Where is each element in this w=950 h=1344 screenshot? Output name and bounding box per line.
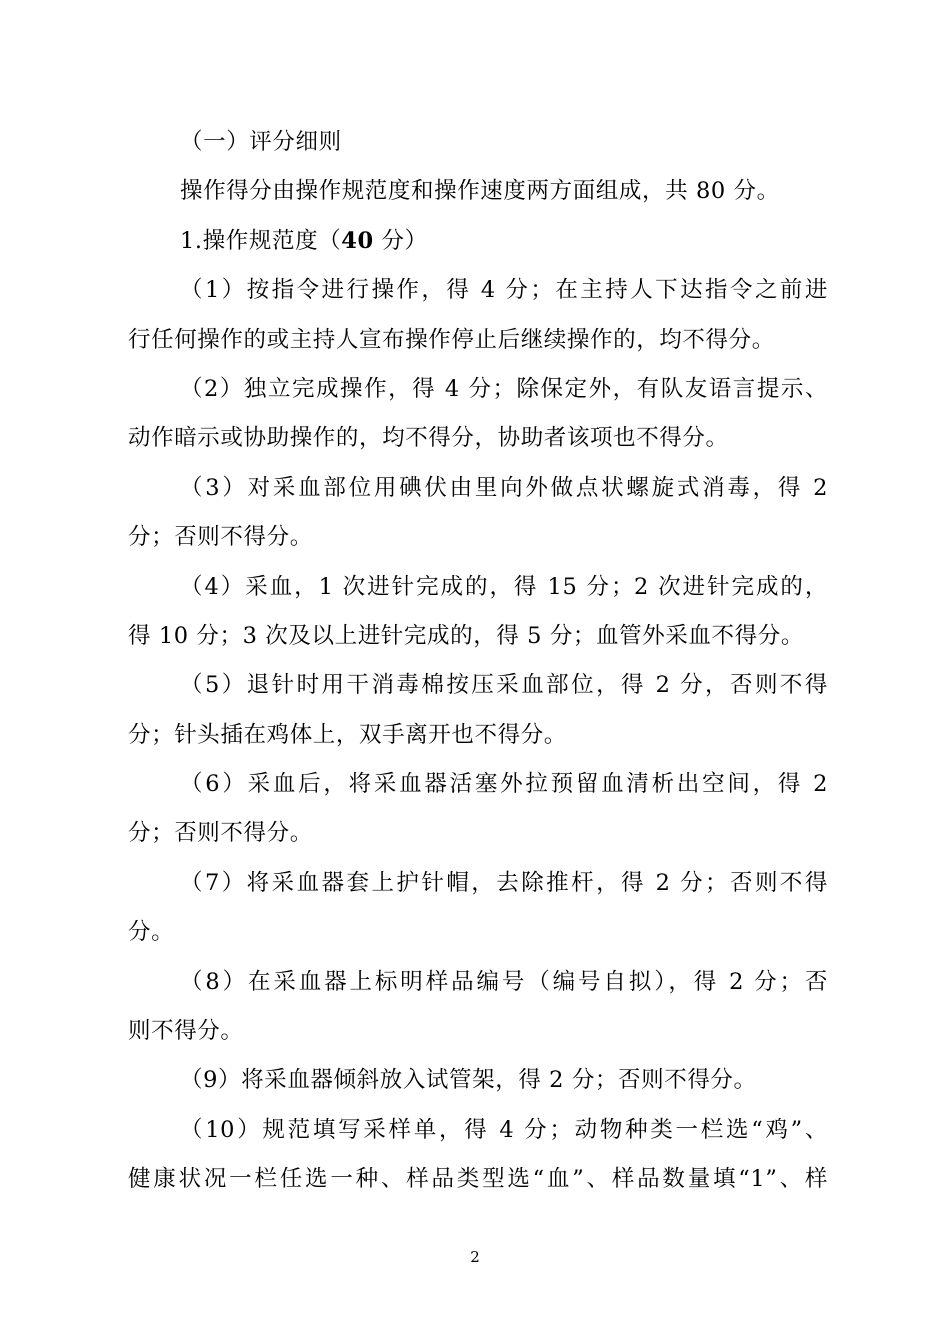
item-8-line-1: （8）在采血器上标明样品编号（编号自拟），得 2 分；否 <box>180 968 828 995</box>
item-1-line-2: 行任何操作的或主持人宣布操作停止后继续操作的，均不得分。 <box>128 326 775 353</box>
section-heading: （一）评分细则 <box>180 129 342 155</box>
item-10-line-2: 健康状况一栏任选一种、样品类型选“血”、样品数量填“1”、样 <box>128 1166 828 1193</box>
intro-paragraph: 操作得分由操作规范度和操作速度两方面组成，共 80 分。 <box>180 178 780 205</box>
item-8-line-2: 则不得分。 <box>128 1018 244 1045</box>
item-7-line-2: 分。 <box>128 919 175 946</box>
item-3-line-2: 分；否则不得分。 <box>128 524 313 551</box>
item-3-line-1: （3）对采血部位用碘伏由里向外做点状螺旋式消毒，得 2 <box>180 474 828 501</box>
item-9-line-1: （9）将采血器倾斜放入试管架，得 2 分；否则不得分。 <box>180 1067 757 1094</box>
item-5-line-1: （5）退针时用干消毒棉按压采血部位，得 2 分，否则不得 <box>180 672 828 699</box>
item-7-line-1: （7）将采血器套上护针帽，去除推杆，得 2 分；否则不得 <box>180 869 828 896</box>
item-4-line-2: 得 10 分；3 次及以上进针完成的，得 5 分；血管外采血不得分。 <box>128 622 804 649</box>
subsection-title <box>128 217 828 266</box>
item-6-line-2: 分；否则不得分。 <box>128 820 313 847</box>
subsection-title-suffix: 分） <box>373 227 428 254</box>
subsection-points: 40 <box>341 227 374 254</box>
item-1-line-1: （1）按指令进行操作，得 4 分；在主持人下达指令之前进 <box>180 277 828 304</box>
page-number: 2 <box>470 1248 480 1266</box>
item-10-line-1: （10）规范填写采样单，得 4 分；动物种类一栏选“鸡”、 <box>180 1116 828 1143</box>
item-2-line-2: 动作暗示或协助操作的，均不得分，协助者该项也不得分。 <box>128 425 729 452</box>
item-4-line-1: （4）采血，1 次进针完成的，得 15 分；2 次进针完成的， <box>180 573 828 600</box>
document-body <box>128 118 828 1205</box>
item-6-line-1: （6）采血后，将采血器活塞外拉预留血清析出空间，得 2 <box>180 771 828 798</box>
item-5-line-2: 分；针头插在鸡体上，双手离开也不得分。 <box>128 721 567 748</box>
subsection-title-prefix: 1.操作规范度（ <box>180 227 342 254</box>
item-2-line-1: （2）独立完成操作，得 4 分；除保定外，有队友语言提示、 <box>180 375 828 402</box>
